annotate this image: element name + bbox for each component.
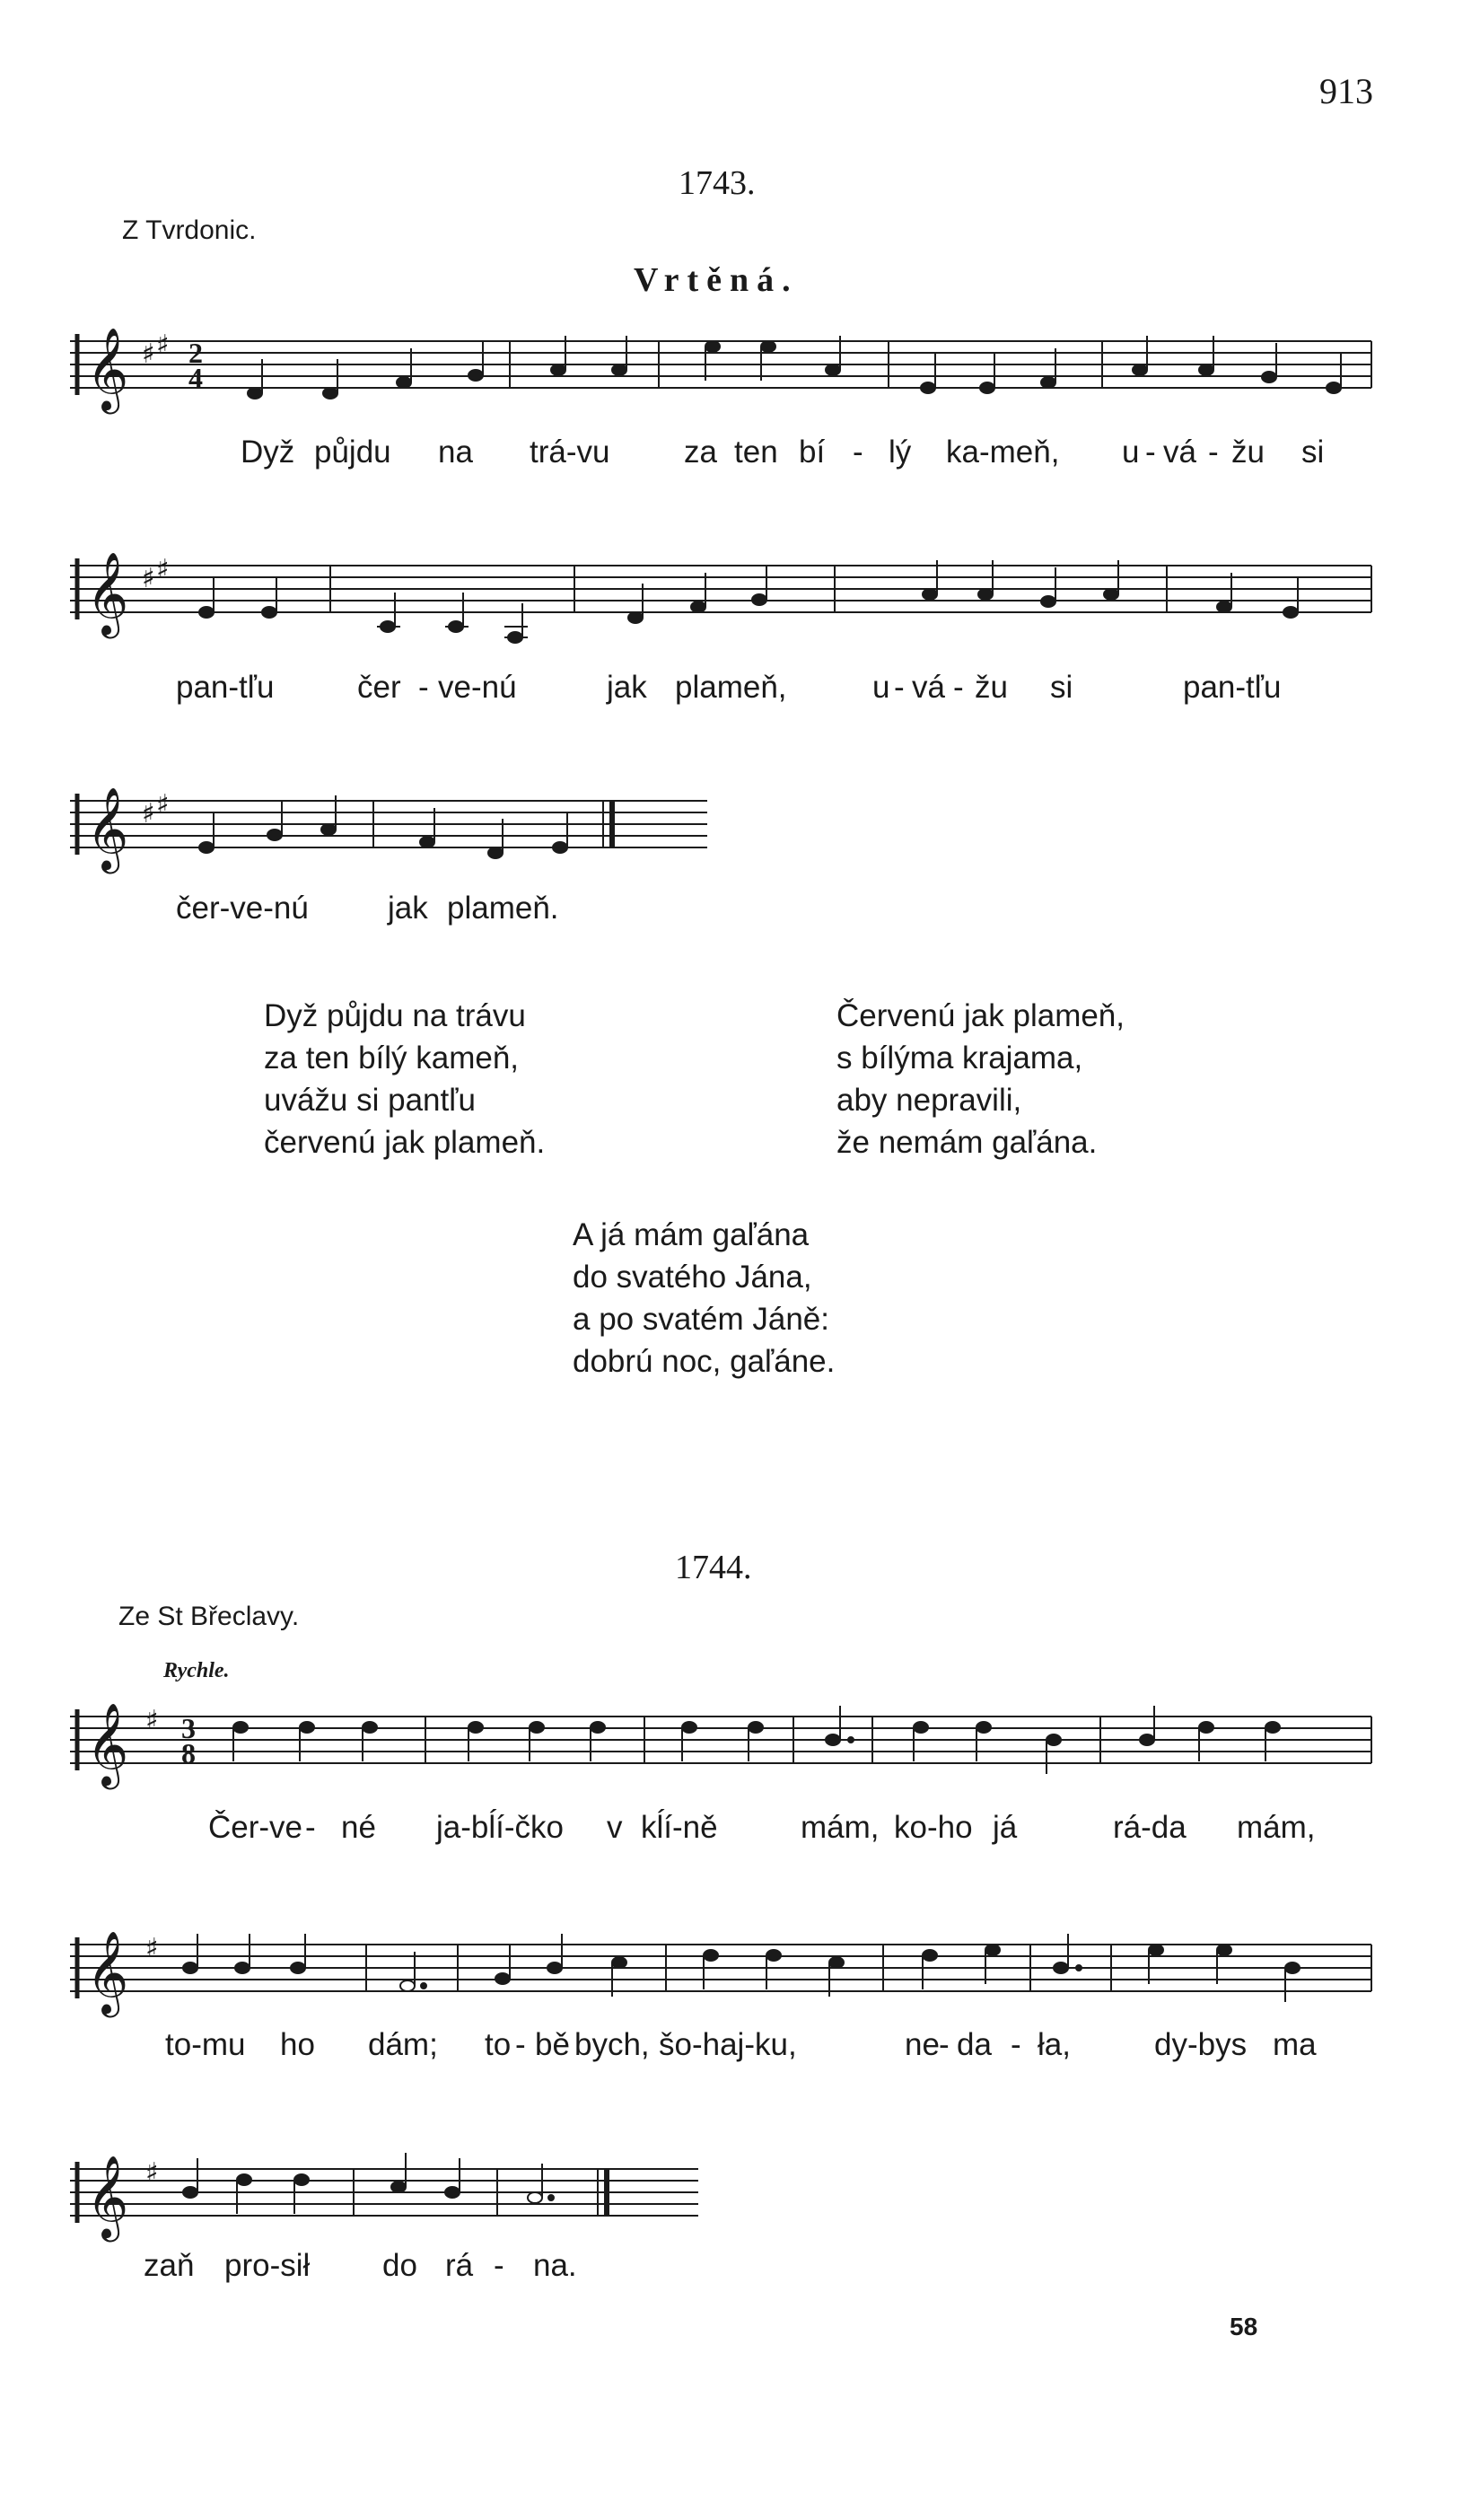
lyric-syllable: - (494, 2248, 504, 2283)
lyric-syllable: rá (445, 2248, 474, 2283)
lyric-syllable: - (894, 670, 905, 705)
lyric-line (0, 1810, 1480, 1849)
lyric-syllable: si (1050, 670, 1073, 705)
lyric-syllable: čer-ve-nú (176, 891, 309, 926)
verse-line: A já mám gaľána (573, 1217, 810, 1252)
lyric-syllable: bych, (574, 2027, 650, 2062)
lyric-syllable: ka-meň, (946, 435, 1060, 470)
lyric-syllable: - (953, 670, 964, 705)
svg-text:♯: ♯ (142, 798, 155, 830)
song-number-1744: 1744. (675, 1549, 752, 1586)
verse-line: červenú jak plameň. (264, 1125, 546, 1160)
lyric-syllable: mám, (1237, 1810, 1316, 1845)
lyric-syllable: ho (280, 2027, 315, 2062)
music-staff (70, 323, 1380, 431)
lyric-syllable: za (684, 435, 717, 470)
lyric-syllable: žu (975, 670, 1008, 705)
lyric-syllable: to (485, 2027, 512, 2062)
song-origin-1743: Z Tvrdonic. (122, 215, 257, 245)
svg-text:𝄞: 𝄞 (86, 327, 129, 410)
lyric-syllable: ko-ho (894, 1810, 973, 1845)
lyric-syllable: půjdu (314, 435, 391, 470)
lyric-syllable: Čer-ve (208, 1810, 303, 1845)
lyric-syllable: Dyž (241, 435, 295, 470)
svg-text:♯: ♯ (145, 1933, 159, 1964)
music-staff (70, 1927, 1380, 2034)
lyric-syllable: - (515, 2027, 526, 2062)
svg-text:♯: ♯ (145, 2157, 159, 2189)
lyric-syllable: to-mu (165, 2027, 246, 2062)
verse-line: Červenú jak plameň, (836, 998, 1125, 1033)
svg-text:♯: ♯ (145, 1705, 159, 1736)
lyric-syllable: u (872, 670, 890, 705)
music-staff (70, 1699, 1380, 1806)
lyric-syllable: pan-tľu (1183, 670, 1282, 705)
lyric-syllable: - (853, 435, 863, 470)
svg-text:𝄞: 𝄞 (86, 786, 129, 870)
verse-line: a po svatém Jáně: (573, 1302, 829, 1337)
svg-text:♯: ♯ (156, 554, 170, 585)
lyric-line (0, 891, 1480, 930)
lyric-syllable: ja-bĺí-čko (436, 1810, 564, 1845)
lyric-syllable: si (1301, 435, 1325, 470)
time-signature-top: 2 (188, 337, 203, 369)
lyric-syllable: - (1208, 435, 1219, 470)
verse-right (836, 995, 1125, 1163)
verse-left (264, 995, 545, 1163)
lyric-syllable: do (382, 2248, 417, 2283)
tempo-marking: Rychle. (163, 1659, 230, 1682)
lyric-syllable: vá (912, 670, 945, 705)
time-signature-bottom: 8 (181, 1737, 196, 1769)
verse-center (573, 1214, 835, 1383)
time-signature-bottom: 4 (188, 362, 203, 394)
time-signature-top: 3 (181, 1712, 196, 1744)
song-title-1743: Vrtěná. (634, 261, 799, 299)
page-number: 913 (1319, 71, 1373, 111)
verse-line: dobrú noc, gaľáne. (573, 1344, 836, 1379)
lyric-line (0, 2248, 1480, 2287)
song-number-1743: 1743. (679, 164, 756, 202)
lyric-syllable: rá-da (1113, 1810, 1187, 1845)
lyric-syllable: ve-nú (438, 670, 517, 705)
music-staff (70, 548, 1380, 682)
lyric-syllable: - (418, 670, 429, 705)
lyric-syllable: kĺí-ně (641, 1810, 718, 1845)
lyric-syllable: v (607, 1810, 623, 1845)
lyric-syllable: bě (535, 2027, 570, 2062)
verse-line: aby nepravili, (836, 1083, 1022, 1118)
verse-line: Dyž půjdu na trávu (264, 998, 526, 1033)
svg-text:𝄞: 𝄞 (86, 1702, 129, 1786)
music-staff (70, 2151, 716, 2259)
lyric-syllable: plameň, (675, 670, 787, 705)
lyric-syllable: pro-sił (224, 2248, 311, 2283)
lyric-syllable: vá (1163, 435, 1196, 470)
svg-text:♯: ♯ (142, 338, 155, 370)
lyric-syllable: bí (799, 435, 826, 470)
lyric-syllable: na (438, 435, 473, 470)
verse-line: za ten bílý kameň, (264, 1040, 520, 1076)
lyric-syllable: žu (1231, 435, 1265, 470)
lyric-syllable: da (957, 2027, 992, 2062)
verse-line: že nemám gaľána. (836, 1125, 1098, 1160)
lyric-syllable: plameň. (447, 891, 559, 926)
lyric-syllable: já (993, 1810, 1018, 1845)
lyric-syllable: dám; (368, 2027, 438, 2062)
music-staff (70, 783, 716, 891)
verse-line: do svatého Jána, (573, 1260, 812, 1295)
lyric-syllable: ma (1273, 2027, 1317, 2062)
lyric-syllable: - (305, 1810, 316, 1845)
svg-text:♯: ♯ (156, 789, 170, 821)
svg-text:𝄞: 𝄞 (86, 2155, 129, 2238)
svg-text:♯: ♯ (142, 563, 155, 594)
lyric-syllable: trá-vu (530, 435, 610, 470)
song-origin-1744: Ze St Břeclavy. (118, 1602, 300, 1631)
signature-mark: 58 (1230, 2313, 1258, 2340)
lyric-syllable: jak (388, 891, 428, 926)
lyric-line (0, 670, 1480, 709)
lyric-line (0, 2027, 1480, 2067)
svg-text:𝄞: 𝄞 (86, 551, 129, 635)
lyric-syllable: - (1011, 2027, 1021, 2062)
lyric-syllable: na. (533, 2248, 577, 2283)
lyric-syllable: né (341, 1810, 376, 1845)
lyric-syllable: pan-tľu (176, 670, 275, 705)
svg-text:𝄞: 𝄞 (86, 1930, 129, 2014)
lyric-line (0, 435, 1480, 474)
verse-line: s bílýma krajama, (836, 1040, 1083, 1076)
lyric-syllable: mám, (801, 1810, 880, 1845)
lyric-syllable: - (1145, 435, 1156, 470)
lyric-syllable: zaň (144, 2248, 195, 2283)
lyric-syllable: čer (357, 670, 401, 705)
lyric-syllable: lý (889, 435, 912, 470)
lyric-syllable: šo-haj-ku, (659, 2027, 797, 2062)
lyric-syllable: - (939, 2027, 950, 2062)
lyric-syllable: dy-bys (1154, 2027, 1248, 2062)
verse-line: uvážu si pantľu (264, 1083, 476, 1118)
lyric-syllable: u (1122, 435, 1140, 470)
svg-text:♯: ♯ (156, 329, 170, 361)
lyric-syllable: ne (905, 2027, 940, 2062)
lyric-syllable: jak (607, 670, 647, 705)
lyric-syllable: ła, (1038, 2027, 1071, 2062)
lyric-syllable: ten (734, 435, 778, 470)
